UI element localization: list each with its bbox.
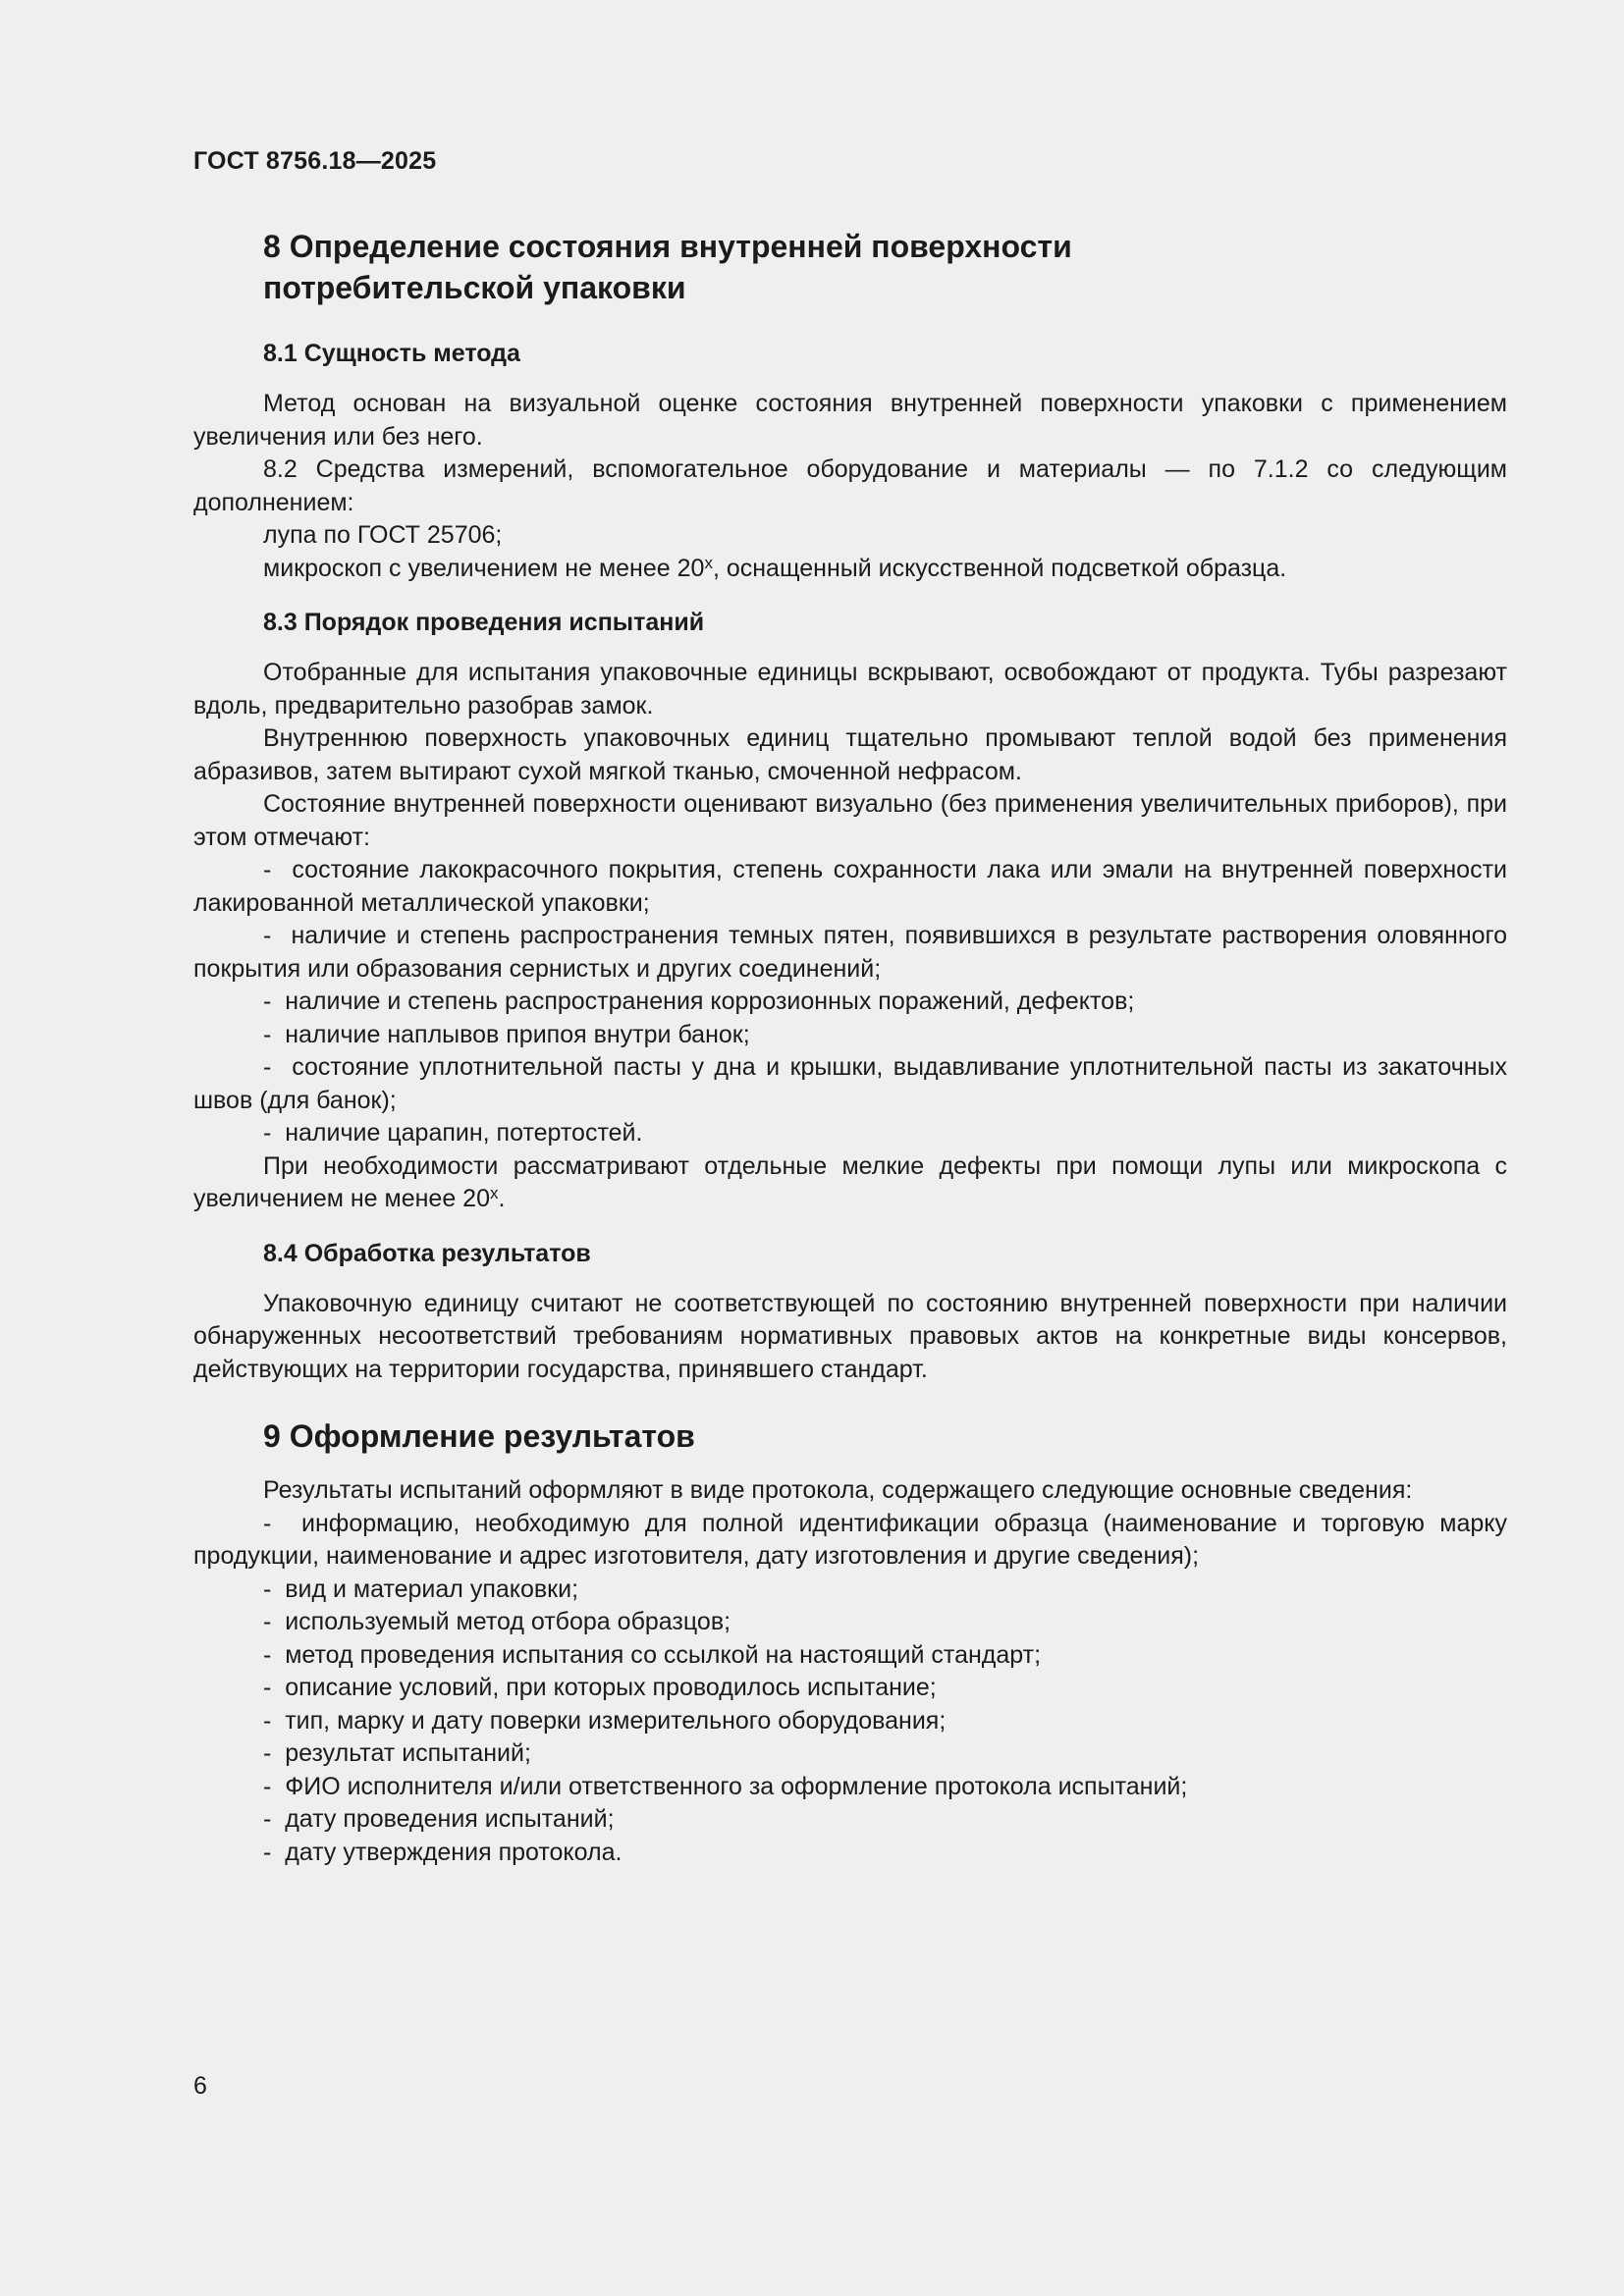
list-item: - тип, марку и дату поверки измерительного оборудования; [193, 1705, 1507, 1738]
magnification-sup: x [704, 553, 713, 572]
document-body [193, 226, 1507, 1869]
list-item: - дату проведения испытаний; [193, 1803, 1507, 1837]
section-8-title-line2: потребительской упаковки [263, 270, 686, 305]
magnification-sup: x [489, 1184, 499, 1202]
section-8-title-line1: 8 Определение состояния внутренней поверхности [263, 229, 1072, 264]
list-item: - состояние уплотнительной пасты у дна и крышки, выдавливание уплотнительной пасты из закаточных швов (для банок); [193, 1051, 1507, 1117]
section-8-4-heading: 8.4 Обработка результатов [263, 1239, 591, 1267]
section-8-4-text: Упаковочную единицу считают не соответствующей по состоянию внутренней поверхности при наличии обнаруженных несоответствий требованиям нормативных правовых актов на конкретные виды консервов, действующих на территории государства, принявшего стандарт. [193, 1289, 1507, 1383]
list-item: - ФИО исполнителя и/или ответственного за оформление протокола испытаний; [193, 1771, 1507, 1804]
list-item: - используемый метод отбора образцов; [193, 1606, 1507, 1639]
list-item: - наличие и степень распространения коррозионных поражений, дефектов; [193, 986, 1507, 1019]
list-item: - описание условий, при которых проводилось испытание; [193, 1672, 1507, 1705]
list-item: - наличие наплывов припоя внутри банок; [193, 1019, 1507, 1052]
section-8-3-heading: 8.3 Порядок проведения испытаний [263, 609, 705, 636]
list-item: - наличие и степень распространения темных пятен, появившихся в результате растворения оловянного покрытия или образования сернистых и других соединений; [193, 920, 1507, 986]
section-8-1-heading: 8.1 Сущность метода [263, 340, 520, 367]
list-item: - информацию, необходимую для полной идентификации образца (наименование и торговую марку продукции, наименование и адрес изготовителя, дату изготовления и другие сведения); [193, 1508, 1507, 1574]
list-item: - наличие царапин, потертостей. [193, 1117, 1507, 1150]
defects-text: При необходимости рассматривают отдельные мелкие дефекты при помощи лупы или микроскопа с увеличением не менее 20 [193, 1151, 1507, 1212]
list-item: - результат испытаний; [193, 1737, 1507, 1771]
microscope-text: микроскоп с увеличением не менее 20 [263, 554, 705, 582]
section-8-3-paragraph-3: Состояние внутренней поверхности оценивают визуально (без применения увеличительных приборов), при этом отмечают: [193, 790, 1507, 851]
section-8-3-paragraph-2: Внутреннюю поверхность упаковочных единиц тщательно промывают теплой водой без применения абразивов, затем вытирают сухой мягкой тканью, смоченной нефрасом. [193, 724, 1507, 785]
section-8-2-item-microscope [263, 553, 1507, 586]
document-header: ГОСТ 8756.18—2025 [193, 147, 437, 175]
section-8-3-paragraph-1: Отобранные для испытания упаковочные единицы вскрывают, освобождают от продукта. Тубы разрезают вдоль, предварительно разобрав замок. [193, 659, 1507, 720]
section-9-intro: Результаты испытаний оформляют в виде протокола, содержащего следующие основные сведения: [263, 1476, 1413, 1504]
section-9-heading: 9 Оформление результатов [263, 1418, 695, 1454]
microscope-text-tail: , оснащенный искусственной подсветкой образца. [712, 554, 1287, 582]
defects-text-tail: . [498, 1185, 506, 1212]
section-8-3-paragraph-4 [193, 1150, 1507, 1216]
list-item: - вид и материал упаковки; [193, 1574, 1507, 1607]
section-8-1-text: Метод основан на визуальной оценке состояния внутренней поверхности упаковки с применением увеличения или без него. [193, 390, 1507, 451]
section-8-heading [263, 226, 1507, 308]
page-number: 6 [193, 2072, 207, 2100]
section-8-2-text: 8.2 Средства измерений, вспомогательное оборудование и материалы — по 7.1.2 со следующим дополнением: [193, 455, 1507, 516]
list-item: - дату утверждения протокола. [193, 1837, 1507, 1870]
list-item: - метод проведения испытания со ссылкой на настоящий стандарт; [193, 1639, 1507, 1673]
list-item: - состояние лакокрасочного покрытия, степень сохранности лака или эмали на внутренней поверхности лакированной металлической упаковки; [193, 854, 1507, 920]
section-8-2-item-magnifier: лупа по ГОСТ 25706; [263, 521, 503, 549]
